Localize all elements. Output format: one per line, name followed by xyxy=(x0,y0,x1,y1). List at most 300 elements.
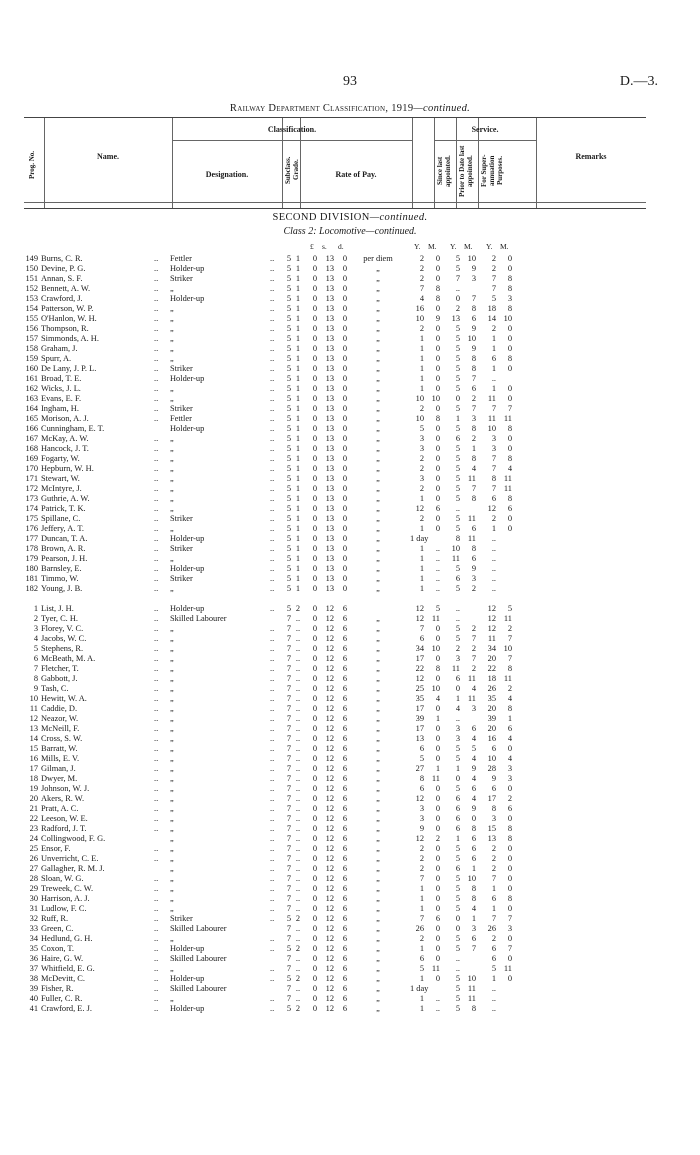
super-years: 26 xyxy=(487,684,496,693)
grade: .. xyxy=(295,854,301,863)
table-row xyxy=(0,544,700,554)
super-months: 0 xyxy=(507,334,512,343)
since-years: 1 xyxy=(419,344,424,353)
prior-months: 8 xyxy=(471,424,476,433)
prior-years: 5 xyxy=(455,934,460,943)
pay-pounds: 0 xyxy=(312,984,317,993)
grade: 1 xyxy=(295,464,301,473)
prior-months: 11 xyxy=(467,534,476,543)
prog-no: 179 xyxy=(25,554,38,563)
super-months: 8 xyxy=(507,824,512,833)
prior-months: 10 xyxy=(467,874,476,883)
since-months: 0 xyxy=(435,404,440,413)
leader-dots: .. xyxy=(270,714,275,723)
super-months: 0 xyxy=(507,934,512,943)
pay-pounds: 0 xyxy=(312,424,317,433)
since-months: 0 xyxy=(435,654,440,663)
designation: Fettler xyxy=(170,254,192,263)
since-years: 4 xyxy=(419,294,424,303)
super-months: 7 xyxy=(507,634,512,643)
super-years: 1 xyxy=(491,904,496,913)
super-months: 0 xyxy=(507,854,512,863)
super-years: 7 xyxy=(491,914,496,923)
since-years: 17 xyxy=(415,654,424,663)
subclass-heading: Subclass. xyxy=(284,156,292,184)
pay-shillings: 12 xyxy=(325,854,334,863)
designation: Holder-up xyxy=(170,564,205,573)
super-months: 6 xyxy=(507,724,512,733)
leader-dots: .. xyxy=(154,514,159,523)
super-years: .. xyxy=(491,564,496,573)
employee-name: Crawford, J. xyxy=(41,294,83,303)
super-years: 2 xyxy=(491,854,496,863)
pay-period: „ xyxy=(376,424,380,433)
leader-dots: .. xyxy=(154,624,159,633)
designation: „ xyxy=(170,654,174,663)
designation: „ xyxy=(170,864,174,873)
designation: „ xyxy=(170,324,174,333)
service-heading: Service. xyxy=(471,125,499,134)
subclass: 5 xyxy=(286,504,292,513)
pay-pence: 0 xyxy=(342,454,347,463)
subclass: 5 xyxy=(286,914,292,923)
prior-years: 1 xyxy=(455,414,460,423)
leader-dots: .. xyxy=(270,274,275,283)
leader-dots: .. xyxy=(154,264,159,273)
grade: 2 xyxy=(295,914,301,923)
prior-years: 0 xyxy=(455,774,460,783)
grade: .. xyxy=(295,664,301,673)
pay-pounds: 0 xyxy=(312,604,317,613)
pay-period: „ xyxy=(376,314,380,323)
table-row xyxy=(0,984,700,994)
since-years: 2 xyxy=(419,484,424,493)
leader-dots: .. xyxy=(154,984,159,993)
pay-pence: 0 xyxy=(342,574,347,583)
pay-pounds: 0 xyxy=(312,574,317,583)
pay-pence: 0 xyxy=(342,274,347,283)
pay-pounds: 0 xyxy=(312,364,317,373)
designation: „ xyxy=(170,504,174,513)
pay-pounds: 0 xyxy=(312,1004,317,1013)
employee-name: Broad, T. E. xyxy=(41,374,82,383)
pay-period: „ xyxy=(376,494,380,503)
grade: .. xyxy=(295,744,301,753)
since-months: .. xyxy=(435,1004,440,1013)
grade: 1 xyxy=(295,404,301,413)
pay-shillings: 13 xyxy=(325,584,334,593)
prior-years: 3 xyxy=(455,734,460,743)
leader-dots: .. xyxy=(270,814,275,823)
employee-name: Hancock, J. T. xyxy=(41,444,89,453)
prior-months: 3 xyxy=(471,414,476,423)
super-months: 4 xyxy=(507,694,512,703)
pay-shillings: 12 xyxy=(325,904,334,913)
pay-period: „ xyxy=(376,514,380,523)
prior-months: 7 xyxy=(471,404,476,413)
prior-years: .. xyxy=(455,964,460,973)
designation: „ xyxy=(170,494,174,503)
employee-name: Ludlow, F. C. xyxy=(41,904,87,913)
pay-pence: 6 xyxy=(342,614,347,623)
prior-months: 6 xyxy=(471,384,476,393)
since-months: 0 xyxy=(435,884,440,893)
since-months: 8 xyxy=(435,414,440,423)
leader-dots: .. xyxy=(270,394,275,403)
designation: „ xyxy=(170,964,174,973)
table-row xyxy=(0,744,700,754)
pay-shillings: 13 xyxy=(325,514,334,523)
table-row xyxy=(0,1004,700,1014)
pay-period: „ xyxy=(376,434,380,443)
leader-dots: .. xyxy=(154,544,159,553)
designation: „ xyxy=(170,854,174,863)
designation: „ xyxy=(170,444,174,453)
leader-dots: .. xyxy=(154,574,159,583)
leader-dots: .. xyxy=(270,744,275,753)
leader-dots: .. xyxy=(270,364,275,373)
designation: „ xyxy=(170,994,174,1003)
pay-pounds: 0 xyxy=(312,314,317,323)
pay-pence: 0 xyxy=(342,284,347,293)
pay-period: „ xyxy=(376,924,380,933)
employee-name: Crawford, E. J. xyxy=(41,1004,92,1013)
prog-no: 159 xyxy=(25,354,38,363)
pay-pence: 0 xyxy=(342,364,347,373)
prior-years: 6 xyxy=(455,814,460,823)
super-years: 2 xyxy=(491,934,496,943)
since-years: 5 xyxy=(419,424,424,433)
table-row xyxy=(0,514,700,524)
subclass: 7 xyxy=(286,714,292,723)
since-years: 1 xyxy=(419,564,424,573)
page-number: 93 xyxy=(343,74,357,89)
leader-dots: .. xyxy=(270,454,275,463)
prior-years: 3 xyxy=(455,654,460,663)
leader-dots: .. xyxy=(270,464,275,473)
leader-dots: .. xyxy=(154,654,159,663)
subclass: 7 xyxy=(286,884,292,893)
grade: 1 xyxy=(295,264,301,273)
table-row xyxy=(0,274,700,284)
pay-pence: 0 xyxy=(342,474,347,483)
employee-name: Wicks, J. L. xyxy=(41,384,81,393)
since-years: 12 xyxy=(415,794,424,803)
grade: 1 xyxy=(295,444,301,453)
leader-dots: .. xyxy=(154,414,159,423)
since-years: 5 xyxy=(419,964,424,973)
pay-period: „ xyxy=(376,584,380,593)
subclass: 7 xyxy=(286,824,292,833)
prog-no: 39 xyxy=(29,984,38,993)
designation: Holder-up xyxy=(170,374,205,383)
pay-period: „ xyxy=(376,954,380,963)
super-years: 7 xyxy=(491,874,496,883)
since-years: 10 xyxy=(415,314,424,323)
pay-pounds: 0 xyxy=(312,344,317,353)
prog-no: 172 xyxy=(25,484,38,493)
super-months: 11 xyxy=(503,614,512,623)
table-row xyxy=(0,934,700,944)
grade: 1 xyxy=(295,284,301,293)
super-months: 4 xyxy=(507,464,512,473)
prog-no: 161 xyxy=(25,374,38,383)
employee-name: Radford, J. T. xyxy=(41,824,87,833)
super-months: 3 xyxy=(507,294,512,303)
pay-pence: 6 xyxy=(342,984,347,993)
pay-shillings: 13 xyxy=(325,474,334,483)
pay-period: „ xyxy=(376,684,380,693)
since-years: 12 xyxy=(415,834,424,843)
super-years: 35 xyxy=(487,694,496,703)
super-months: 0 xyxy=(507,954,512,963)
since-months: .. xyxy=(435,544,440,553)
table-row xyxy=(0,874,700,884)
designation: „ xyxy=(170,894,174,903)
pay-pence: 6 xyxy=(342,774,347,783)
designation: „ xyxy=(170,584,174,593)
since-years: 2 xyxy=(419,404,424,413)
prior-years: 1 xyxy=(455,834,460,843)
pay-shillings: 13 xyxy=(325,294,334,303)
since-months: 0 xyxy=(435,634,440,643)
prior-months: 4 xyxy=(471,684,476,693)
prior-years: .. xyxy=(455,504,460,513)
leader-dots: .. xyxy=(270,864,275,873)
super-months: 8 xyxy=(507,894,512,903)
super-months: 0 xyxy=(507,874,512,883)
super-years: 7 xyxy=(491,464,496,473)
grade: .. xyxy=(295,984,301,993)
super-years: .. xyxy=(491,984,496,993)
units-row xyxy=(0,242,700,254)
leader-dots: .. xyxy=(154,454,159,463)
since-months: 0 xyxy=(435,724,440,733)
since-months: 9 xyxy=(435,314,440,323)
superannuation-heading: For Super-annuation Purposes. xyxy=(480,154,504,188)
pay-pounds: 0 xyxy=(312,794,317,803)
prior-years: 5 xyxy=(455,374,460,383)
subclass: 5 xyxy=(286,974,292,983)
pay-pounds: 0 xyxy=(312,684,317,693)
pay-shillings: 12 xyxy=(325,654,334,663)
pay-pence: 6 xyxy=(342,794,347,803)
leader-dots: .. xyxy=(270,1004,275,1013)
prior-years: 5 xyxy=(455,254,460,263)
table-row xyxy=(0,904,700,914)
pay-pence: 6 xyxy=(342,894,347,903)
designation: Holder-up xyxy=(170,604,205,613)
super-months: 0 xyxy=(507,844,512,853)
grade: 1 xyxy=(295,414,301,423)
table-row xyxy=(0,924,700,934)
subclass: 7 xyxy=(286,874,292,883)
pay-pence: 6 xyxy=(342,1004,347,1013)
prog-no: 17 xyxy=(29,764,38,773)
pay-period: „ xyxy=(376,504,380,513)
pay-shillings: 12 xyxy=(325,754,334,763)
prior-years: 11 xyxy=(451,554,460,563)
prog-no: 180 xyxy=(25,564,38,573)
employee-name: McBeath, M. A. xyxy=(41,654,96,663)
since-months: 0 xyxy=(435,794,440,803)
pay-period: „ xyxy=(376,774,380,783)
prior-months: 6 xyxy=(471,314,476,323)
designation: Striker xyxy=(170,574,193,583)
designation: „ xyxy=(170,284,174,293)
super-years: 3 xyxy=(491,444,496,453)
leader-dots: .. xyxy=(270,404,275,413)
pay-pence: 6 xyxy=(342,964,347,973)
subclass: 5 xyxy=(286,414,292,423)
pay-period: „ xyxy=(376,994,380,1003)
leader-dots: .. xyxy=(154,714,159,723)
leader-dots: .. xyxy=(154,904,159,913)
super-months: 2 xyxy=(507,794,512,803)
section-gap xyxy=(0,594,700,604)
prior-years: 5 xyxy=(455,514,460,523)
prog-no: 175 xyxy=(25,514,38,523)
since-months: 8 xyxy=(435,664,440,673)
super-months: 0 xyxy=(507,364,512,373)
unit-months-3: M. xyxy=(500,242,509,251)
leader-dots: .. xyxy=(270,514,275,523)
subclass: 7 xyxy=(286,754,292,763)
pay-period: „ xyxy=(376,834,380,843)
designation: „ xyxy=(170,434,174,443)
since-months: .. xyxy=(435,584,440,593)
prior-years: 5 xyxy=(455,454,460,463)
grade: .. xyxy=(295,754,301,763)
subclass: 5 xyxy=(286,384,292,393)
employee-name: Barnsley, E. xyxy=(41,564,82,573)
leader-dots: .. xyxy=(154,994,159,1003)
pay-period: „ xyxy=(376,964,380,973)
super-months: 8 xyxy=(507,284,512,293)
pay-pence: 0 xyxy=(342,304,347,313)
super-years: 11 xyxy=(487,414,496,423)
since-months: 11 xyxy=(431,774,440,783)
pay-pounds: 0 xyxy=(312,664,317,673)
grade: 1 xyxy=(295,274,301,283)
subclass: 7 xyxy=(286,904,292,913)
since-months: 0 xyxy=(435,514,440,523)
prior-months: 6 xyxy=(471,554,476,563)
table-row xyxy=(0,824,700,834)
pay-shillings: 12 xyxy=(325,914,334,923)
pay-shillings: 12 xyxy=(325,624,334,633)
super-months: 0 xyxy=(507,384,512,393)
super-years: 1 xyxy=(491,334,496,343)
leader-dots: .. xyxy=(154,464,159,473)
leader-dots: .. xyxy=(270,384,275,393)
pay-period: „ xyxy=(376,934,380,943)
prior-months: 9 xyxy=(471,264,476,273)
prog-no: 10 xyxy=(29,694,38,703)
prior-years: 11 xyxy=(451,664,460,673)
since-years: 2 xyxy=(419,274,424,283)
leader-dots: .. xyxy=(154,494,159,503)
pay-shillings: 13 xyxy=(325,554,334,563)
employee-name: Treweek, C. W. xyxy=(41,884,94,893)
pay-pounds: 0 xyxy=(312,964,317,973)
subclass: 7 xyxy=(286,634,292,643)
prior-years: 8 xyxy=(455,534,460,543)
designation-heading: Designation. xyxy=(205,170,249,179)
subclass: 5 xyxy=(286,474,292,483)
pay-pence: 0 xyxy=(342,504,347,513)
prior-years: 0 xyxy=(455,394,460,403)
leader-dots: .. xyxy=(270,554,275,563)
since-years: 1 xyxy=(419,334,424,343)
unit-months-2: M. xyxy=(464,242,473,251)
subclass: 5 xyxy=(286,444,292,453)
pay-pence: 0 xyxy=(342,264,347,273)
leader-dots: .. xyxy=(270,524,275,533)
leader-dots: .. xyxy=(154,534,159,543)
super-months: 4 xyxy=(507,754,512,763)
pay-shillings: 13 xyxy=(325,354,334,363)
prior-months: 8 xyxy=(471,894,476,903)
since-years: 1 xyxy=(419,584,424,593)
prog-no: 28 xyxy=(29,874,38,883)
subclass: 5 xyxy=(286,604,292,613)
pay-pounds: 0 xyxy=(312,774,317,783)
pay-pounds: 0 xyxy=(312,354,317,363)
since-years: 1 xyxy=(419,884,424,893)
prog-no: 7 xyxy=(33,664,38,673)
prog-no: 164 xyxy=(25,404,38,413)
employee-name: Sloan, W. G. xyxy=(41,874,84,883)
since-months: 11 xyxy=(431,964,440,973)
pay-period: „ xyxy=(376,974,380,983)
super-years: 39 xyxy=(487,714,496,723)
since-years: 2 xyxy=(419,264,424,273)
designation: Fettler xyxy=(170,414,192,423)
subclass: 5 xyxy=(286,564,292,573)
grade: 1 xyxy=(295,574,301,583)
pay-period: „ xyxy=(376,354,380,363)
subclass: 5 xyxy=(286,274,292,283)
pay-shillings: 13 xyxy=(325,564,334,573)
super-years: 34 xyxy=(487,644,496,653)
since-months: 0 xyxy=(435,904,440,913)
employee-name: Gilman, J. xyxy=(41,764,76,773)
table-row xyxy=(0,474,700,484)
unit-months-1: M. xyxy=(428,242,437,251)
pay-pounds: 0 xyxy=(312,254,317,263)
pay-pence: 6 xyxy=(342,954,347,963)
leader-dots: .. xyxy=(270,544,275,553)
designation: „ xyxy=(170,734,174,743)
leader-dots: .. xyxy=(270,894,275,903)
table-row xyxy=(0,774,700,784)
prior-years: 10 xyxy=(451,544,460,553)
pay-pence: 0 xyxy=(342,434,347,443)
leader-dots: .. xyxy=(154,504,159,513)
prior-years: 5 xyxy=(455,384,460,393)
pay-shillings: 13 xyxy=(325,284,334,293)
leader-dots: .. xyxy=(154,674,159,683)
prog-no: 155 xyxy=(25,314,38,323)
employee-name: Timmo, W. xyxy=(41,574,79,583)
table-row xyxy=(0,654,700,664)
super-years: 2 xyxy=(491,264,496,273)
super-years: 11 xyxy=(487,634,496,643)
pay-period: „ xyxy=(376,714,380,723)
pay-pence: 6 xyxy=(342,754,347,763)
pay-pounds: 0 xyxy=(312,274,317,283)
